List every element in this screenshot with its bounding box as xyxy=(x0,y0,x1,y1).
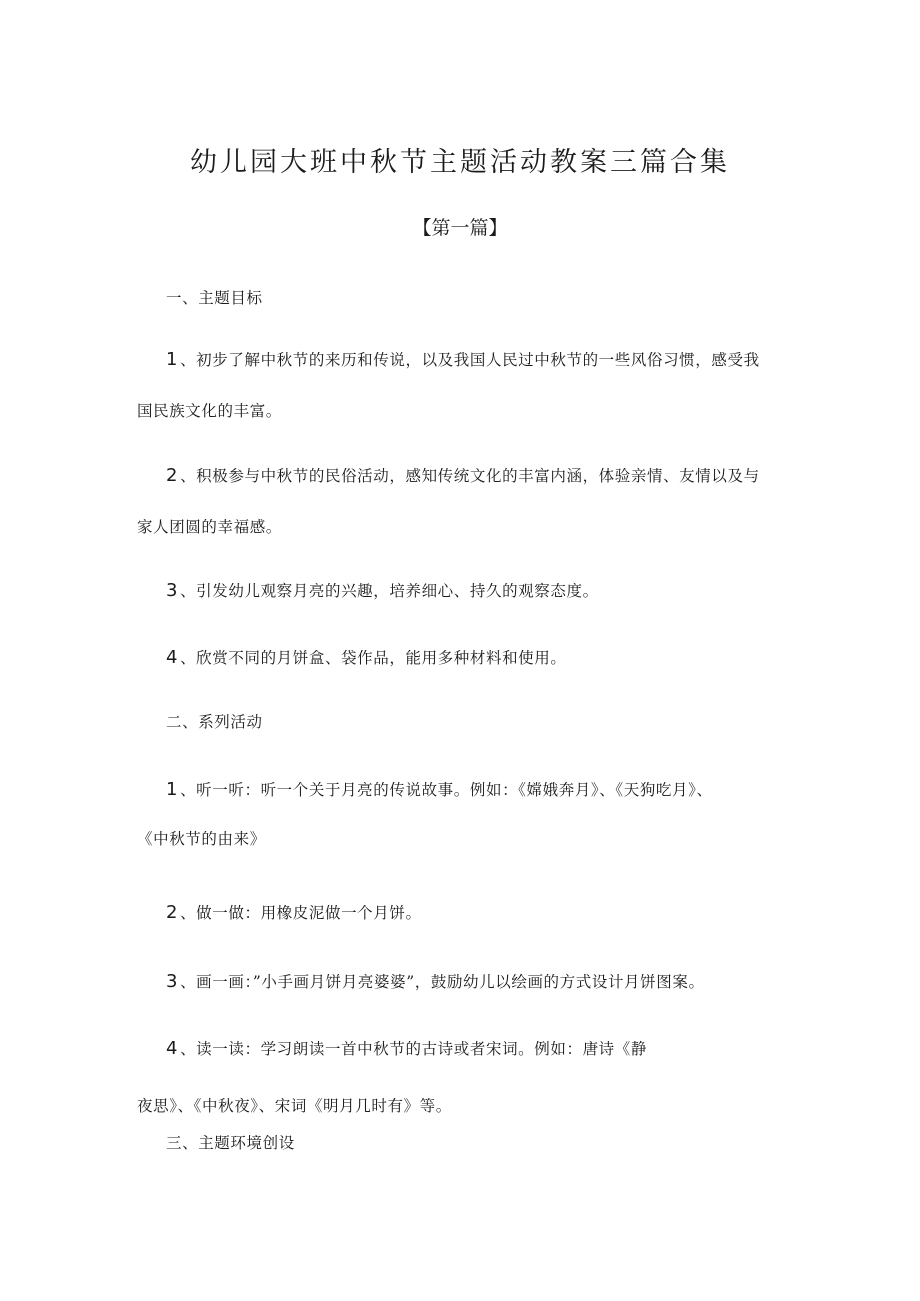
goal-item-4 xyxy=(166,646,566,670)
item-text: 、欣赏不同的月饼盒、袋作品，能用多种材料和使用。 xyxy=(180,649,567,667)
activity-item-1-continuation: 《中秋节的由来》 xyxy=(137,830,266,848)
item-number: 1 xyxy=(166,779,179,800)
section-heading-environment: 三、主题环境创设 xyxy=(166,1134,295,1152)
goal-item-1 xyxy=(166,348,760,372)
item-number: 2 xyxy=(166,465,179,486)
item-text: 、读一读：学习朗读一首中秋节的古诗或者宋词。例如：唐诗《静 xyxy=(180,1040,647,1058)
item-number: 3 xyxy=(166,580,179,601)
item-text: 、积极参与中秋节的民俗活动，感知传统文化的丰富内涵，体验亲情、友情以及与 xyxy=(180,467,760,485)
item-text: 、听一听：听一个关于月亮的传说故事。例如：《嫦娥奔月》、《天狗吃月》、 xyxy=(180,781,713,799)
section-heading-activities: 二、系列活动 xyxy=(166,713,263,731)
item-number: 4 xyxy=(166,1038,179,1059)
goal-item-2 xyxy=(166,464,760,488)
item-text: 、画一画：”小手画月饼月亮婆婆”，鼓励幼儿以绘画的方式设计月饼图案。 xyxy=(180,973,705,991)
item-text: 、引发幼儿观察月亮的兴趣，培养细心、持久的观察态度。 xyxy=(180,582,599,600)
document-title: 幼儿园大班中秋节主题活动教案三篇合集 xyxy=(190,147,730,178)
document-subtitle: 【第一篇】 xyxy=(412,217,508,239)
item-number: 1 xyxy=(166,349,179,370)
item-number: 4 xyxy=(166,647,179,668)
activity-item-2 xyxy=(166,901,422,925)
activity-item-3 xyxy=(166,970,705,994)
item-text: 、做一做：用橡皮泥做一个月饼。 xyxy=(180,904,422,922)
activity-item-4 xyxy=(166,1037,647,1061)
activity-item-4-continuation: 夜思》、《中秋夜》、宋词《明月几时有》等。 xyxy=(137,1097,452,1115)
goal-item-3 xyxy=(166,579,599,603)
item-text: 、初步了解中秋节的来历和传说，以及我国人民过中秋节的一些风俗习惯，感受我 xyxy=(180,351,760,369)
goal-item-2-continuation: 家人团圆的幸福感。 xyxy=(137,518,282,536)
item-number: 2 xyxy=(166,902,179,923)
item-number: 3 xyxy=(166,971,179,992)
goal-item-1-continuation: 国民族文化的丰富。 xyxy=(137,402,282,420)
activity-item-1 xyxy=(166,778,713,802)
section-heading-goals: 一、主题目标 xyxy=(166,289,263,307)
